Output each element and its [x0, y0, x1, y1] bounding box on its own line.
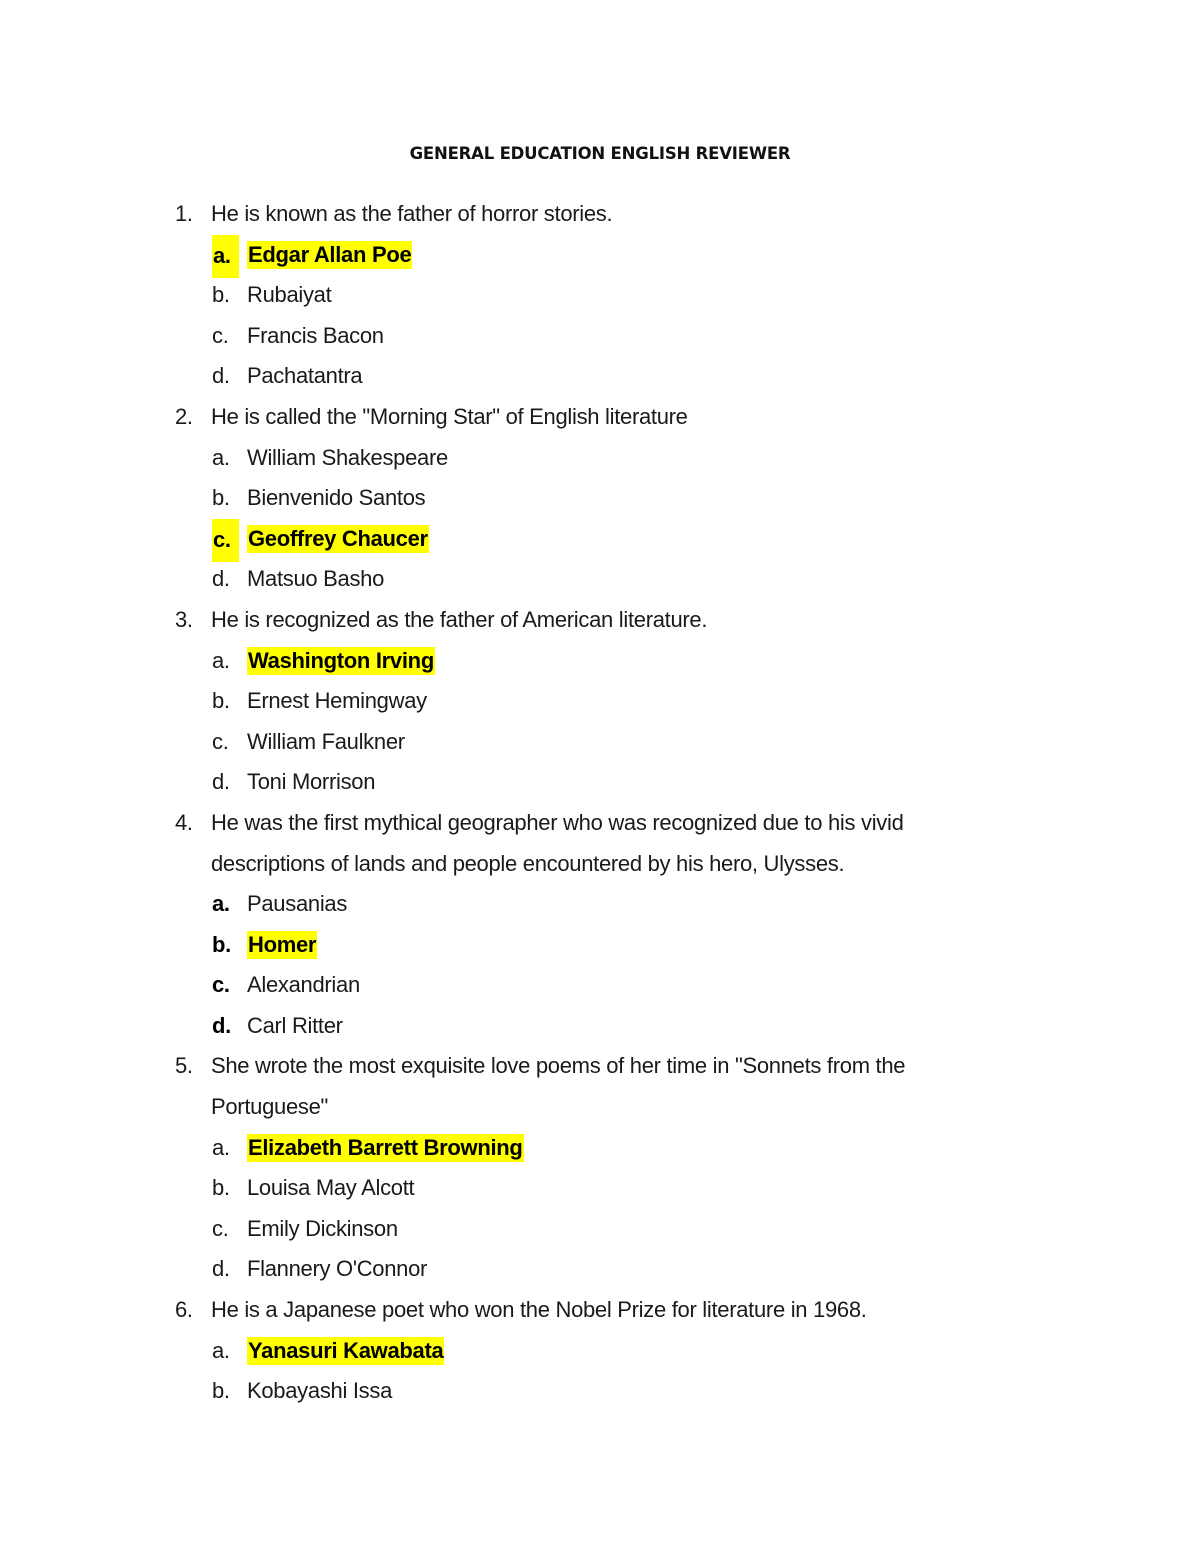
option-3c: [175, 722, 995, 763]
option-letter: c.: [212, 322, 229, 348]
option-letter: a.: [212, 444, 230, 470]
question-text: Portuguese": [211, 1094, 329, 1120]
option-text: Ernest Hemingway: [247, 688, 427, 714]
option-letter: d.: [212, 769, 230, 795]
option-text-answer: Yanasuri Kawabata: [248, 1337, 444, 1363]
option-letter: d.: [212, 566, 230, 592]
question-number: 6.: [175, 1297, 193, 1323]
option-text: Bienvenido Santos: [247, 485, 426, 511]
question-5-continuation: [175, 1087, 995, 1128]
option-letter: a.: [212, 891, 230, 917]
question-1: [175, 194, 995, 235]
option-4d: [175, 1006, 995, 1047]
option-letter: c.: [212, 728, 229, 754]
option-text: Emily Dickinson: [247, 1215, 398, 1241]
option-letter: d.: [212, 1256, 230, 1282]
option-3a: [175, 641, 995, 682]
option-text: Carl Ritter: [247, 1012, 343, 1038]
option-4c: [175, 965, 995, 1006]
option-text: Louisa May Alcott: [247, 1175, 415, 1201]
option-1a: [175, 235, 995, 276]
option-text: Flannery O'Connor: [247, 1256, 428, 1282]
option-text: William Shakespeare: [247, 444, 448, 470]
option-2c: [175, 519, 995, 560]
question-number: 3.: [175, 606, 193, 632]
option-letter: d.: [212, 1012, 231, 1038]
question-number: 5.: [175, 1053, 193, 1079]
option-text: Rubaiyat: [247, 282, 332, 308]
option-letter: b.: [212, 485, 230, 511]
option-2a: [175, 438, 995, 479]
question-number: 4.: [175, 809, 193, 835]
option-text-answer: Elizabeth Barrett Browning: [248, 1134, 523, 1160]
option-text: Alexandrian: [247, 972, 360, 998]
option-3d: [175, 762, 995, 803]
document-title: GENERAL EDUCATION ENGLISH REVIEWER: [409, 144, 791, 163]
question-text: He was the first mythical geographer who was recognized due to his vivid: [211, 809, 904, 835]
option-letter: c.: [212, 1215, 229, 1241]
question-text: He is recognized as the father of American literature.: [211, 606, 708, 632]
option-letter: c.: [212, 972, 230, 998]
question-text: He is a Japanese poet who won the Nobel Prize for literature in 1968.: [211, 1297, 867, 1323]
option-letter: a.: [212, 647, 230, 673]
option-letter: d.: [212, 363, 230, 389]
question-text: She wrote the most exquisite love poems of her time in "Sonnets from the: [211, 1053, 906, 1079]
option-3b: [175, 681, 995, 722]
question-4: [175, 803, 995, 844]
question-text: He is called the "Morning Star" of English literature: [211, 403, 688, 429]
option-letter: b.: [212, 1175, 230, 1201]
option-text: William Faulkner: [247, 728, 405, 754]
option-5b: [175, 1168, 995, 1209]
option-letter: c.: [212, 519, 239, 563]
option-letter: b.: [212, 931, 231, 957]
question-4-continuation: [175, 844, 995, 885]
option-2b: [175, 478, 995, 519]
option-text: Pausanias: [247, 891, 348, 917]
option-5c: [175, 1209, 995, 1250]
option-letter: a.: [212, 235, 239, 279]
option-text: Francis Bacon: [247, 322, 384, 348]
option-text-answer: Washington Irving: [248, 647, 434, 673]
question-6: [175, 1290, 995, 1331]
option-text-answer: Geoffrey Chaucer: [248, 525, 428, 551]
option-1c: [175, 316, 995, 357]
option-text: Kobayashi Issa: [247, 1378, 392, 1404]
question-text: descriptions of lands and people encountered by his hero, Ulysses.: [211, 850, 845, 876]
option-6b: [175, 1371, 995, 1412]
question-text: He is known as the father of horror stories.: [211, 201, 613, 226]
question-3: [175, 600, 995, 641]
option-text: Pachatantra: [247, 363, 363, 389]
option-6a: [175, 1331, 995, 1372]
option-text: Toni Morrison: [247, 769, 376, 795]
option-5a: [175, 1128, 995, 1169]
question-number: 1.: [175, 201, 193, 226]
option-letter: a.: [212, 1134, 230, 1160]
option-text: Matsuo Basho: [247, 566, 385, 592]
option-letter: b.: [212, 282, 230, 308]
question-number: 2.: [175, 403, 193, 429]
option-letter: a.: [212, 1337, 230, 1363]
question-2: [175, 397, 995, 438]
option-1d: [175, 356, 995, 397]
option-5d: [175, 1249, 995, 1290]
question-5: [175, 1046, 995, 1087]
option-letter: b.: [212, 1378, 230, 1404]
question-list: [175, 194, 995, 1412]
option-4b: [175, 925, 995, 966]
option-1b: [175, 275, 995, 316]
option-text-answer: Homer: [248, 931, 317, 957]
option-text-answer: Edgar Allan Poe: [248, 241, 412, 267]
option-2d: [175, 559, 995, 600]
option-4a: [175, 884, 995, 925]
option-letter: b.: [212, 688, 230, 714]
